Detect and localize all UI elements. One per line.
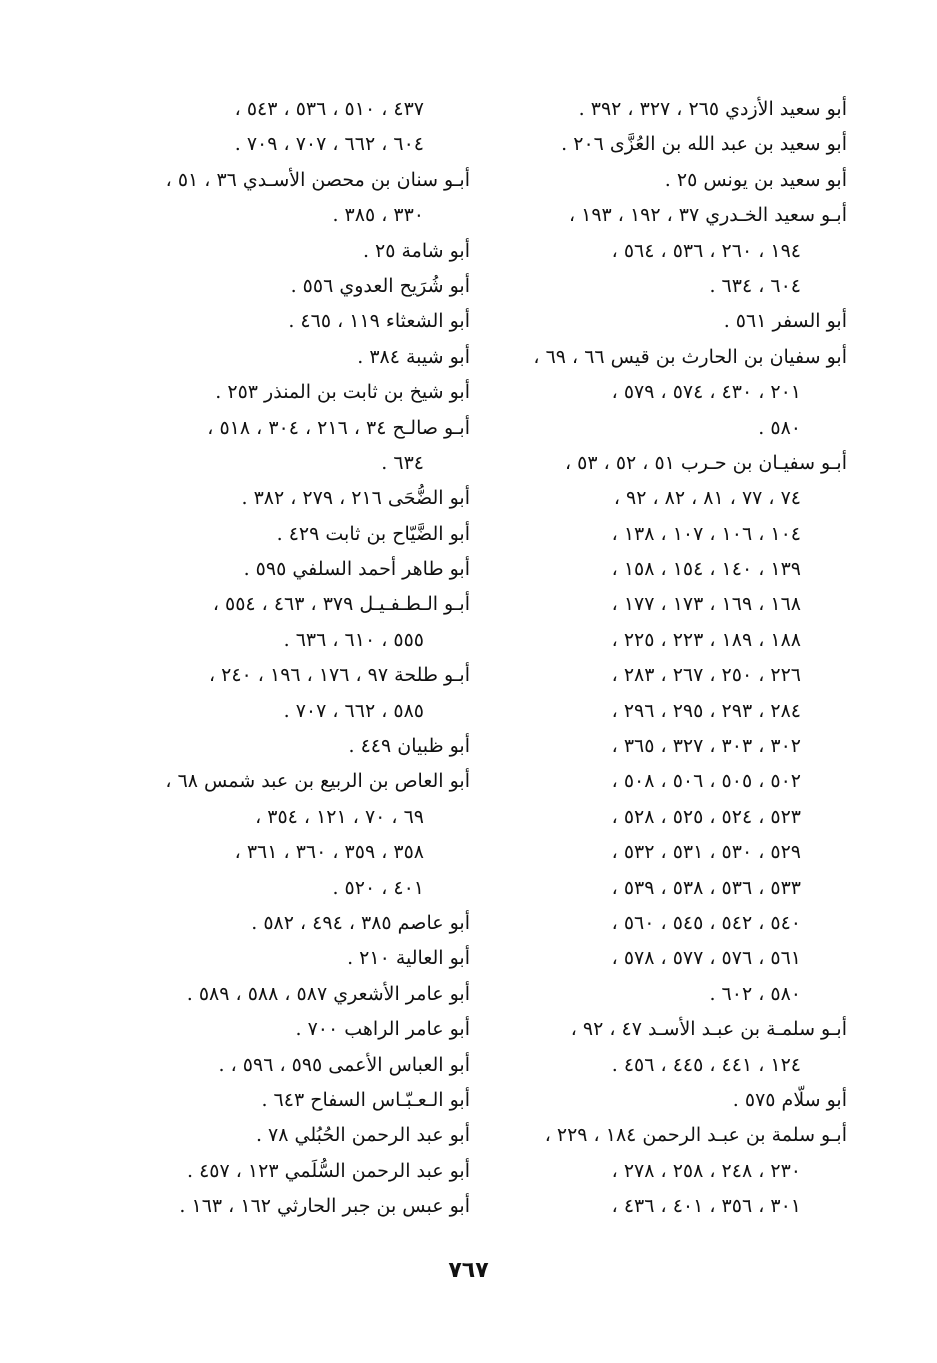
index-entry: أبو سعيد بن عبد الله بن العُزَّى ٢٠٦ . — [561, 133, 847, 156]
index-entry: أبو سفيان بن الحارث بن قيس ٦٦ ، ٦٩ ، — [533, 345, 847, 368]
index-entry: أبو ظبيان ٤٤٩ . — [348, 735, 470, 758]
index-entry-continuation: ٢٠١ ، ٤٣٠ ، ٥٧٤ ، ٥٧٩ ، — [611, 381, 801, 404]
index-entry: أبو شيخ بن ثابت بن المنذر ٢٥٣ . — [215, 381, 470, 404]
index-entry-continuation: ٦٣٤ . — [381, 451, 424, 474]
index-entry-continuation: ٥٢٣ ، ٥٢٤ ، ٥٢٥ ، ٥٢٨ ، — [611, 805, 801, 828]
page-number: ٧٦٧ — [448, 1258, 489, 1283]
index-entry: أبو طاهر أحمد السلفي ٥٩٥ . — [243, 558, 470, 581]
index-entry: أبو عامر الأشعري ٥٨٧ ، ٥٨٨ ، ٥٨٩ . — [186, 982, 470, 1005]
index-entry-continuation: ٥٨٥ ، ٦٦٢ ، ٧٠٧ . — [283, 699, 424, 722]
index-entry: أبو سعيد الأزدي ٢٦٥ ، ٣٢٧ ، ٣٩٢ . — [578, 98, 847, 120]
index-entry-continuation: ٥٢٩ ، ٥٣٠ ، ٥٣١ ، ٥٣٢ ، — [611, 841, 801, 864]
index-entry: أبـو سعيد الخـدري ٣٧ ، ١٩٢ ، ١٩٣ ، — [568, 204, 847, 227]
index-entry: أبو شامة ٢٥ . — [362, 239, 470, 262]
index-entry: أبو شيبة ٣٨٤ . — [357, 345, 470, 368]
index-entry-continuation: ١٨٨ ، ١٨٩ ، ٢٢٣ ، ٢٢٥ ، — [611, 628, 801, 651]
index-entry-continuation: ٦٠٤ ، ٦٦٢ ، ٧٠٧ ، ٧٠٩ . — [234, 133, 424, 156]
index-entry-continuation: ٢٣٠ ، ٢٤٨ ، ٢٥٨ ، ٢٧٨ ، — [611, 1159, 801, 1182]
index-entry-continuation: ١٣٩ ، ١٤٠ ، ١٥٤ ، ١٥٨ ، — [611, 558, 801, 581]
index-entry: أبو عامر الراهب ٧٠٠ . — [295, 1018, 470, 1041]
index-entry-continuation: ٣٣٠ ، ٣٨٥ . — [332, 204, 424, 227]
index-entry: أبو العالية ٢١٠ . — [347, 947, 470, 970]
index-entry-continuation: ٣٠١ ، ٣٥٦ ، ٤٠١ ، ٤٣٦ ، — [611, 1195, 801, 1218]
index-entry-continuation: ٥٣٣ ، ٥٣٦ ، ٥٣٨ ، ٥٣٩ ، — [611, 876, 801, 899]
index-entry: أبـو الـطـفـيـل ٣٧٩ ، ٤٦٣ ، ٥٥٤ ، — [212, 593, 470, 616]
index-entry-continuation: ٥٤٠ ، ٥٤٢ ، ٥٤٥ ، ٥٦٠ ، — [611, 911, 801, 934]
index-entry: أبو عبد الرحمن الحُبُلي ٧٨ . — [255, 1124, 470, 1147]
index-entry-continuation: ١٢٤ ، ٤٤١ ، ٤٤٥ ، ٤٥٦ . — [611, 1053, 801, 1076]
index-entry: أبو سلّام ٥٧٥ . — [732, 1088, 847, 1111]
index-entry-continuation: ٥٨٠ ، ٦٠٢ . — [709, 982, 801, 1005]
index-entry: أبو العاص بن الربيع بن عبد شمس ٦٨ ، — [165, 770, 470, 793]
index-entry: أبو عاصم ٣٨٥ ، ٤٩٤ ، ٥٨٢ . — [251, 911, 470, 934]
index-entry-continuation: ٥٠٢ ، ٥٠٥ ، ٥٠٦ ، ٥٠٨ ، — [611, 770, 801, 793]
index-entry-continuation: ٦٠٤ ، ٦٣٤ . — [709, 274, 801, 297]
index-entry: أبـو سلمة بن عبـد الرحمن ١٨٤ ، ٢٢٩ ، — [544, 1124, 847, 1147]
index-entry: أبو سعيد بن يونس ٢٥ . — [664, 168, 847, 191]
index-entry-continuation: ٥٨٠ . — [758, 416, 801, 439]
index-entry: أبو العباس الأعمى ٥٩٥ ، ٥٩٦ ، . — [218, 1053, 470, 1076]
index-entry: أبـو صالـح ٣٤ ، ٢١٦ ، ٣٠٤ ، ٥١٨ ، — [207, 416, 470, 439]
index-entry: أبـو سفيـان بن حـرب ٥١ ، ٥٢ ، ٥٣ ، — [565, 451, 847, 474]
index-entry-continuation: ٧٤ ، ٧٧ ، ٨١ ، ٨٢ ، ٩٢ ، — [613, 487, 801, 510]
index-entry: أبـو سنان بن محصن الأسـدي ٣٦ ، ٥١ ، — [165, 168, 470, 191]
index-entry: أبـو سلمـة بن عبـد الأسـد ٤٧ ، ٩٢ ، — [570, 1018, 847, 1041]
index-entry-continuation: ٦٩ ، ٧٠ ، ١٢١ ، ٣٥٤ ، — [255, 805, 424, 828]
index-entry-continuation: ٤٠١ ، ٥٢٠ . — [332, 876, 424, 899]
index-entry: أبو الـعـبّـاس السفاح ٦٤٣ . — [261, 1088, 470, 1111]
index-entry: أبو الضَّيّاح بن ثابت ٤٢٩ . — [276, 522, 470, 545]
index-entry-continuation: ٢٨٤ ، ٢٩٣ ، ٢٩٥ ، ٢٩٦ ، — [611, 699, 801, 722]
index-entry: أبو عبد الرحمن السُّلَمي ١٢٣ ، ٤٥٧ . — [186, 1159, 470, 1182]
index-entry-continuation: ٢٢٦ ، ٢٥٠ ، ٢٦٧ ، ٢٨٣ ، — [611, 664, 801, 687]
index-entry-continuation: ٣٠٢ ، ٣٠٣ ، ٣٢٧ ، ٣٦٥ ، — [611, 735, 801, 758]
index-entry: أبو عبس بن جبر الحارثي ١٦٢ ، ١٦٣ . — [179, 1195, 470, 1218]
index-column-left — [140, 92, 470, 1225]
index-entry: أبو الضُّحَى ٢١٦ ، ٢٧٩ ، ٣٨٢ . — [241, 487, 470, 510]
index-entry-continuation: ١٩٤ ، ٢٦٠ ، ٥٣٦ ، ٥٦٤ ، — [611, 239, 801, 262]
index-entry: أبو الشعثاء ١١٩ ، ٤٦٥ . — [288, 310, 470, 333]
index-entry-continuation: ٥٦١ ، ٥٧٦ ، ٥٧٧ ، ٥٧٨ ، — [611, 947, 801, 970]
index-entry-continuation: ١٦٨ ، ١٦٩ ، ١٧٣ ، ١٧٧ ، — [611, 593, 801, 616]
index-column-right — [505, 92, 847, 1225]
index-entry: أبو السفر ٥٦١ . — [723, 310, 847, 333]
index-entry-continuation: ٤٣٧ ، ٥١٠ ، ٥٣٦ ، ٥٤٣ ، — [234, 98, 424, 120]
index-entry-continuation: ٣٥٨ ، ٣٥٩ ، ٣٦٠ ، ٣٦١ ، — [234, 841, 424, 864]
index-entry-continuation: ١٠٤ ، ١٠٦ ، ١٠٧ ، ١٣٨ ، — [611, 522, 801, 545]
index-entry-continuation: ٥٥٥ ، ٦١٠ ، ٦٣٦ . — [283, 628, 424, 651]
index-entry: أبو شُرَيح العدوي ٥٥٦ . — [290, 274, 470, 297]
index-entry: أبـو طلحة ٩٧ ، ١٧٦ ، ١٩٦ ، ٢٤٠ ، — [208, 664, 470, 687]
